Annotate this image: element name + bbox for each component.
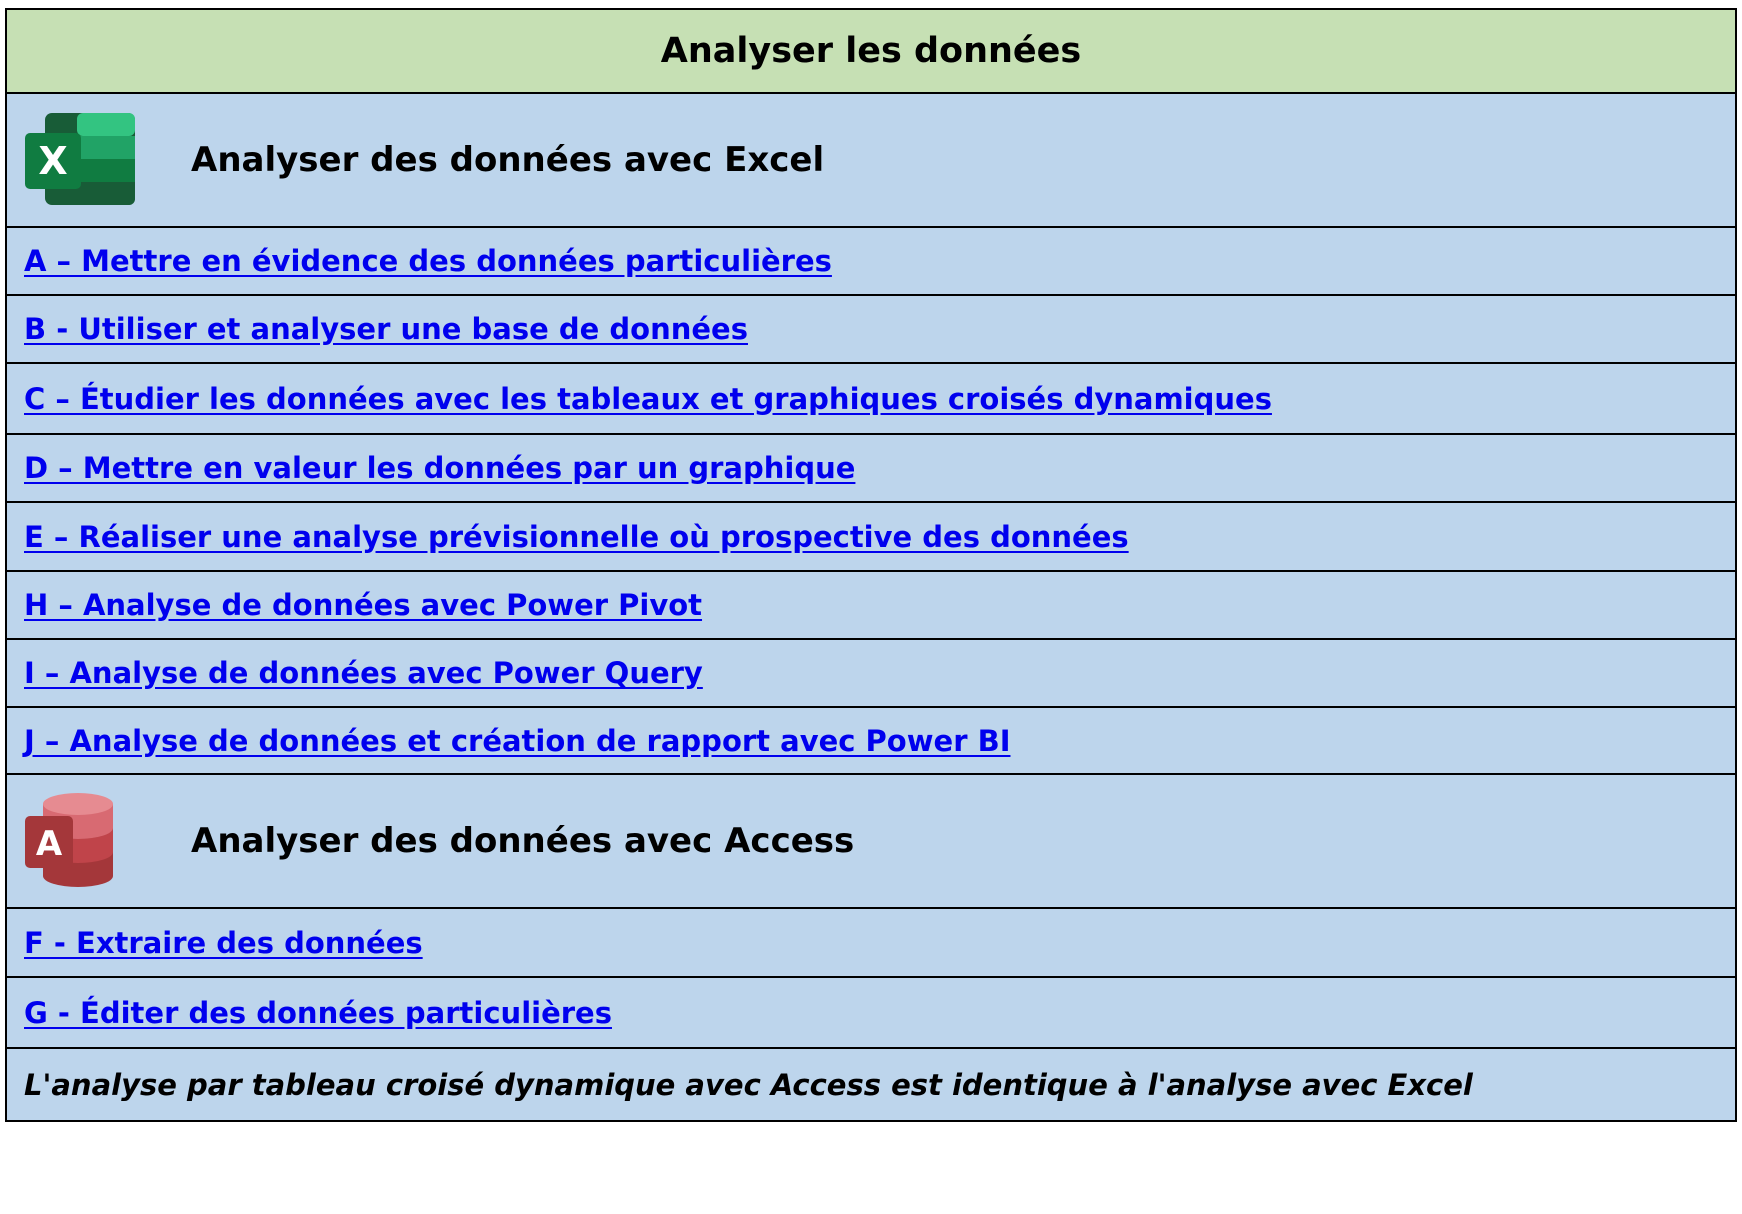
link-a[interactable]: A – Mettre en évidence des données particulières	[24, 244, 832, 278]
excel-link-row	[7, 433, 1735, 501]
link-f[interactable]: F - Extraire des données	[24, 925, 423, 960]
excel-link-row	[7, 226, 1735, 294]
excel-logo-letter: X	[38, 139, 68, 183]
page-title: Analyser les données	[7, 10, 1735, 92]
excel-section-title: Analyser des données avec Excel	[191, 140, 825, 180]
access-note: L'analyse par tableau croisé dynamique avec Access est identique à l'analyse avec Excel	[7, 1047, 1735, 1120]
excel-link-row	[7, 294, 1735, 362]
content-table	[5, 8, 1737, 1122]
access-logo-letter: A	[35, 824, 63, 864]
link-g[interactable]: G - Éditer des données particulières	[24, 995, 612, 1030]
excel-section-header	[7, 92, 1735, 226]
access-link-row	[7, 907, 1735, 976]
link-j[interactable]: J – Analyse de données et création de rapport avec Power BI	[24, 723, 1011, 758]
access-logo-icon	[7, 774, 157, 908]
excel-link-row	[7, 362, 1735, 433]
excel-logo-icon	[7, 93, 157, 227]
excel-link-row	[7, 570, 1735, 638]
access-section-header	[7, 773, 1735, 907]
excel-link-row	[7, 501, 1735, 570]
link-c[interactable]: C – Étudier les données avec les tableaux et graphiques croisés dynamiques	[24, 381, 1272, 416]
link-d[interactable]: D – Mettre en valeur les données par un graphique	[24, 451, 856, 485]
access-section-title: Analyser des données avec Access	[191, 821, 855, 861]
excel-link-row	[7, 706, 1735, 773]
excel-link-row	[7, 638, 1735, 706]
link-h[interactable]: H – Analyse de données avec Power Pivot	[24, 588, 703, 622]
link-e[interactable]: E – Réaliser une analyse prévisionnelle où prospective des données	[24, 519, 1129, 554]
link-b[interactable]: B - Utiliser et analyser une base de données	[24, 312, 748, 346]
access-link-row	[7, 976, 1735, 1047]
link-i[interactable]: I – Analyse de données avec Power Query	[24, 656, 703, 690]
